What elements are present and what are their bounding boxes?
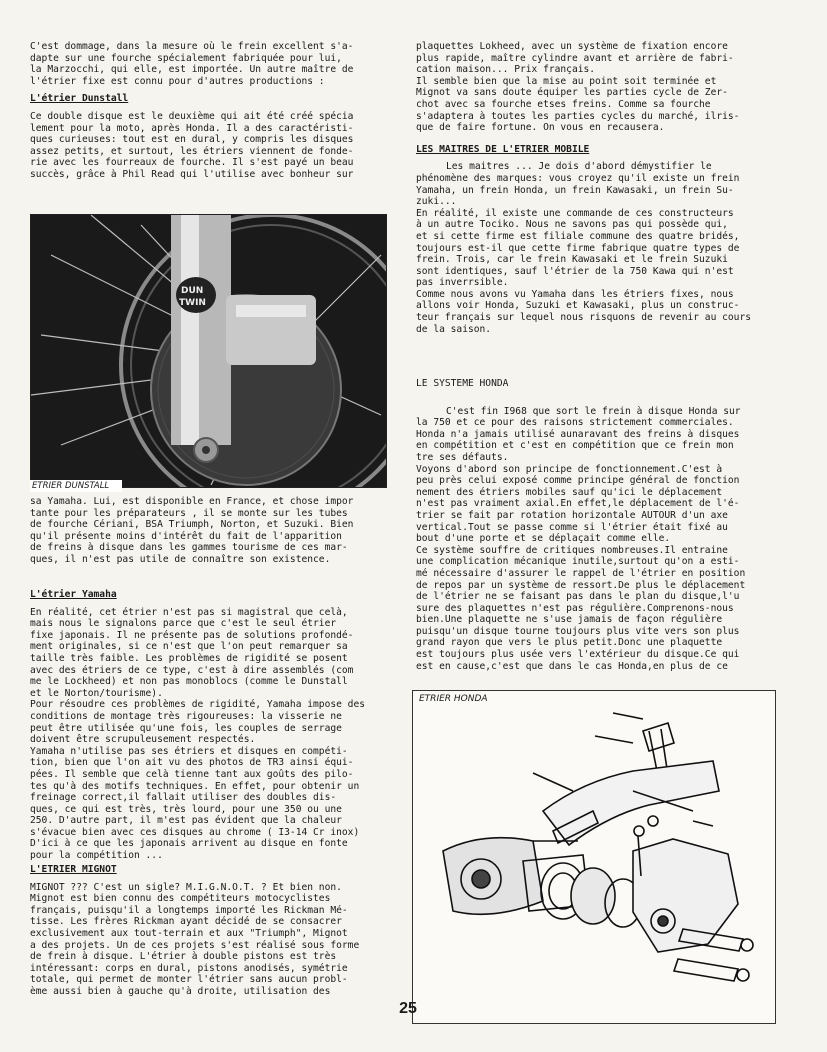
dunstall-heading: L'étrier Dunstall	[30, 93, 129, 105]
mignot-heading: L'ETRIER MIGNOT	[30, 864, 117, 875]
photo-badge-text-2: TWIN	[179, 298, 206, 308]
after-photo-text	[30, 496, 385, 568]
photo-badge-text-1: DUN	[181, 286, 204, 296]
maitres-heading: LES MAITRES DE L'ETRIER MOBILE	[416, 143, 590, 155]
yamaha-section	[30, 583, 385, 864]
maitres-paragraph: Les maitres ... Je dois d'abord démystifier le phénomène des marques: vous croyez qu'il existe un frein Yamaha, un frein Honda, un frein Kawasaki, un frein Su- zuki... En réalité, il existe une commande de ces constructeurs à un autre Tociko. Nous ne savons pas qui possède qui, et si cette firme est filiale commune des quatre bridés, toujours est-il que cette firme fabrique quatre types de frein. Trois, car le frein Kawasaki et le frein Suzuki sont identiques, sauf l'étrier de la 750 Kawa qui n'est pas inverrsible. Comme nous avons vu Yamaha dans les étriers fixes, nous allons voir Honda, Suzuki et Kawasaki, plus un construc- teur français sur lequel nous risquons de revenir au cours de la saison.	[416, 161, 752, 335]
honda-section	[416, 378, 776, 674]
yamaha-paragraph: En réalité, cet étrier n'est pas si magistral que celà, mais nous le signalons parce que c'est le seul étrier fixe japonais. Il ne présente pas de solutions profondé- ment originales, si ce n'est que l'on peut remarquer sa taille très faible. Les problèmes de rigidité se posent avec des étriers de ce type, c'est à dire assemblés (com me le Lockheed) et non pas monoblocs (comme le Dunstall et le Norton/tourisme). Pour résoudre ces problèmes de rigidité, Yamaha impose des conditions de montage très rigoureuses: la visserie ne peut être utilisée qu'une fois, les couples de serrage doivent être scrupuleusement respectés. Yamaha n'utilise pas ses étriers et disques en compéti- tion, bien que l'on ait vu des photos de TR3 ainsi équi- pées. Il semble que celà tienne tant aux goûts des pilo- tes qu'à des motifs techniques. En effet, pour obtenir un freinage correct,il fallait utiliser des doubles dis- ques, ce qui est très, très lourd, pour une 350 ou une 250. D'autre part, il m'est pas évident que la chaleur s'évacue bien avec ces disques au chrome ( I3-14 Cr inox) D'ici à ce que les japonais arrivent au disque en fonte pour la compétition ...	[30, 606, 366, 862]
right-top-paragraph: plaquettes Lokheed, avec un système de fixation encore plus rapide, maître cylindre avant et arrière de fabri- cation maison... Prix français. Il semble bien que la mise au point soit terminée et Mignot va sans doute équiper les parties cycle de Zer- chot avec sa fourche etses freins. Comme sa fourche s'adaptera à toutes les parties cycles du marché, ilris- que de faire fortune. On vous en recausera.	[416, 41, 740, 134]
diagram-label: ETRIER HONDA	[419, 694, 488, 704]
mignot-paragraph: MIGNOT ??? C'est un sigle? M.I.G.N.O.T. ? Et bien non. Mignot est bien connu des compétiteurs motocyclistes français, puisqu'il a longtemps importé les Rickman Mé- tisse. Les frères Rickman ayant décidé de se consacrer exclusivement aux tout-terrain et aux "Triumph", Mignot a des projets. Un de ces projets s'est réalisé sous forme de frein à disque. L'étrier à double pistons est très intéressant: corps en dural, pistons anodisés, symétrie totale, qui permet de monter l'étrier sans aucun probl- ème aussi bien à gauche qu'à droite, utilisation des	[30, 881, 360, 997]
after-photo-paragraph: sa Yamaha. Lui, est disponible en France, et chose impor tante pour les préparateurs , il se monte sur les tubes de fourche Cériani, BSA Triumph, Norton, et Suzuki. Bien qu'il présente moins d'intérêt du fait de l'apparition de freins à disque dans les gammes tourisme de ces mar- ques, il n'est pas utile de connaître son existence.	[30, 496, 354, 565]
photo-caption: ETRIER DUNSTALL	[30, 480, 122, 492]
page-number: 25	[399, 1000, 417, 1017]
yamaha-heading: L'étrier Yamaha	[30, 589, 117, 600]
exploded-caliper-drawing	[413, 691, 775, 1023]
honda-caliper-diagram	[412, 690, 776, 1024]
intro-paragraph: C'est dommage, dans la mesure où le frein excellent s'a- dapte sur une fourche spécialement fabriquée pour lui, la Marzocchi, qui elle, est importée. Un autre maître de l'étrier fixe est connu pour d'autres productions :	[30, 41, 354, 87]
dunstall-paragraph: Ce double disque est le deuxième qui ait été créé spécia lement pour la moto, après Honda. Il a des caractéristi- ques curieuses: tout est en dural, y compris les disques assez petits, et surtout, les étriers viennent de fonde- rie avec les fourreaux de fourche. Il s'est payé un beau succès, grâce à Phil Read qui l'utilise avec bonheur sur	[30, 110, 354, 180]
honda-paragraph: C'est fin I968 que sort le frein à disque Honda sur la 750 et ce pour des raisons strictement commerciales. Honda n'a jamais utilisé aunaravant des freins à disques en compétition et c'est en compétition que ce frein mon tre ses défauts. Voyons d'abord son principe de fonctionnement.C'est à peu près celui exposé comme principe général de fonction nement des étriers mobiles sauf qu'ici le déplacement n'est pas vraiment axial.En effet,le déplacement de l'é- trier se fait par rotation horizontale AUTOUR d'un axe vertical.Tout se passe comme si l'étrier était fixé au bout d'une porte et se déplaçait comme elle. Ce système souffre de critiques nombreuses.Il entraine une complication mécanique inutile,surtout qu'on a esti- mé nécessaire d'assurer le rappel de l'étrier en position de repos par un système de ressort.De plus le déplacement de l'étrier ne se faisant pas dans le plan du disque,l'u sure des plaquettes n'est pas régulière.Comprenons-nous bien.Une plaquette ne s'use jamais de façon régulière puisqu'un disque tourne toujours plus vite vers son plus grand rayon que vers le plus petit.Donc une plaquette est toujours plus usée vers l'extérieur du disque.Ce qui est en cause,c'est que dans le cas Honda,en plus de ce	[416, 405, 746, 672]
right-column	[416, 41, 772, 337]
mignot-section	[30, 858, 385, 1000]
left-column	[30, 41, 388, 183]
honda-heading: LE SYSTEME HONDA	[416, 378, 509, 389]
dunstall-brake-photo	[30, 214, 387, 488]
